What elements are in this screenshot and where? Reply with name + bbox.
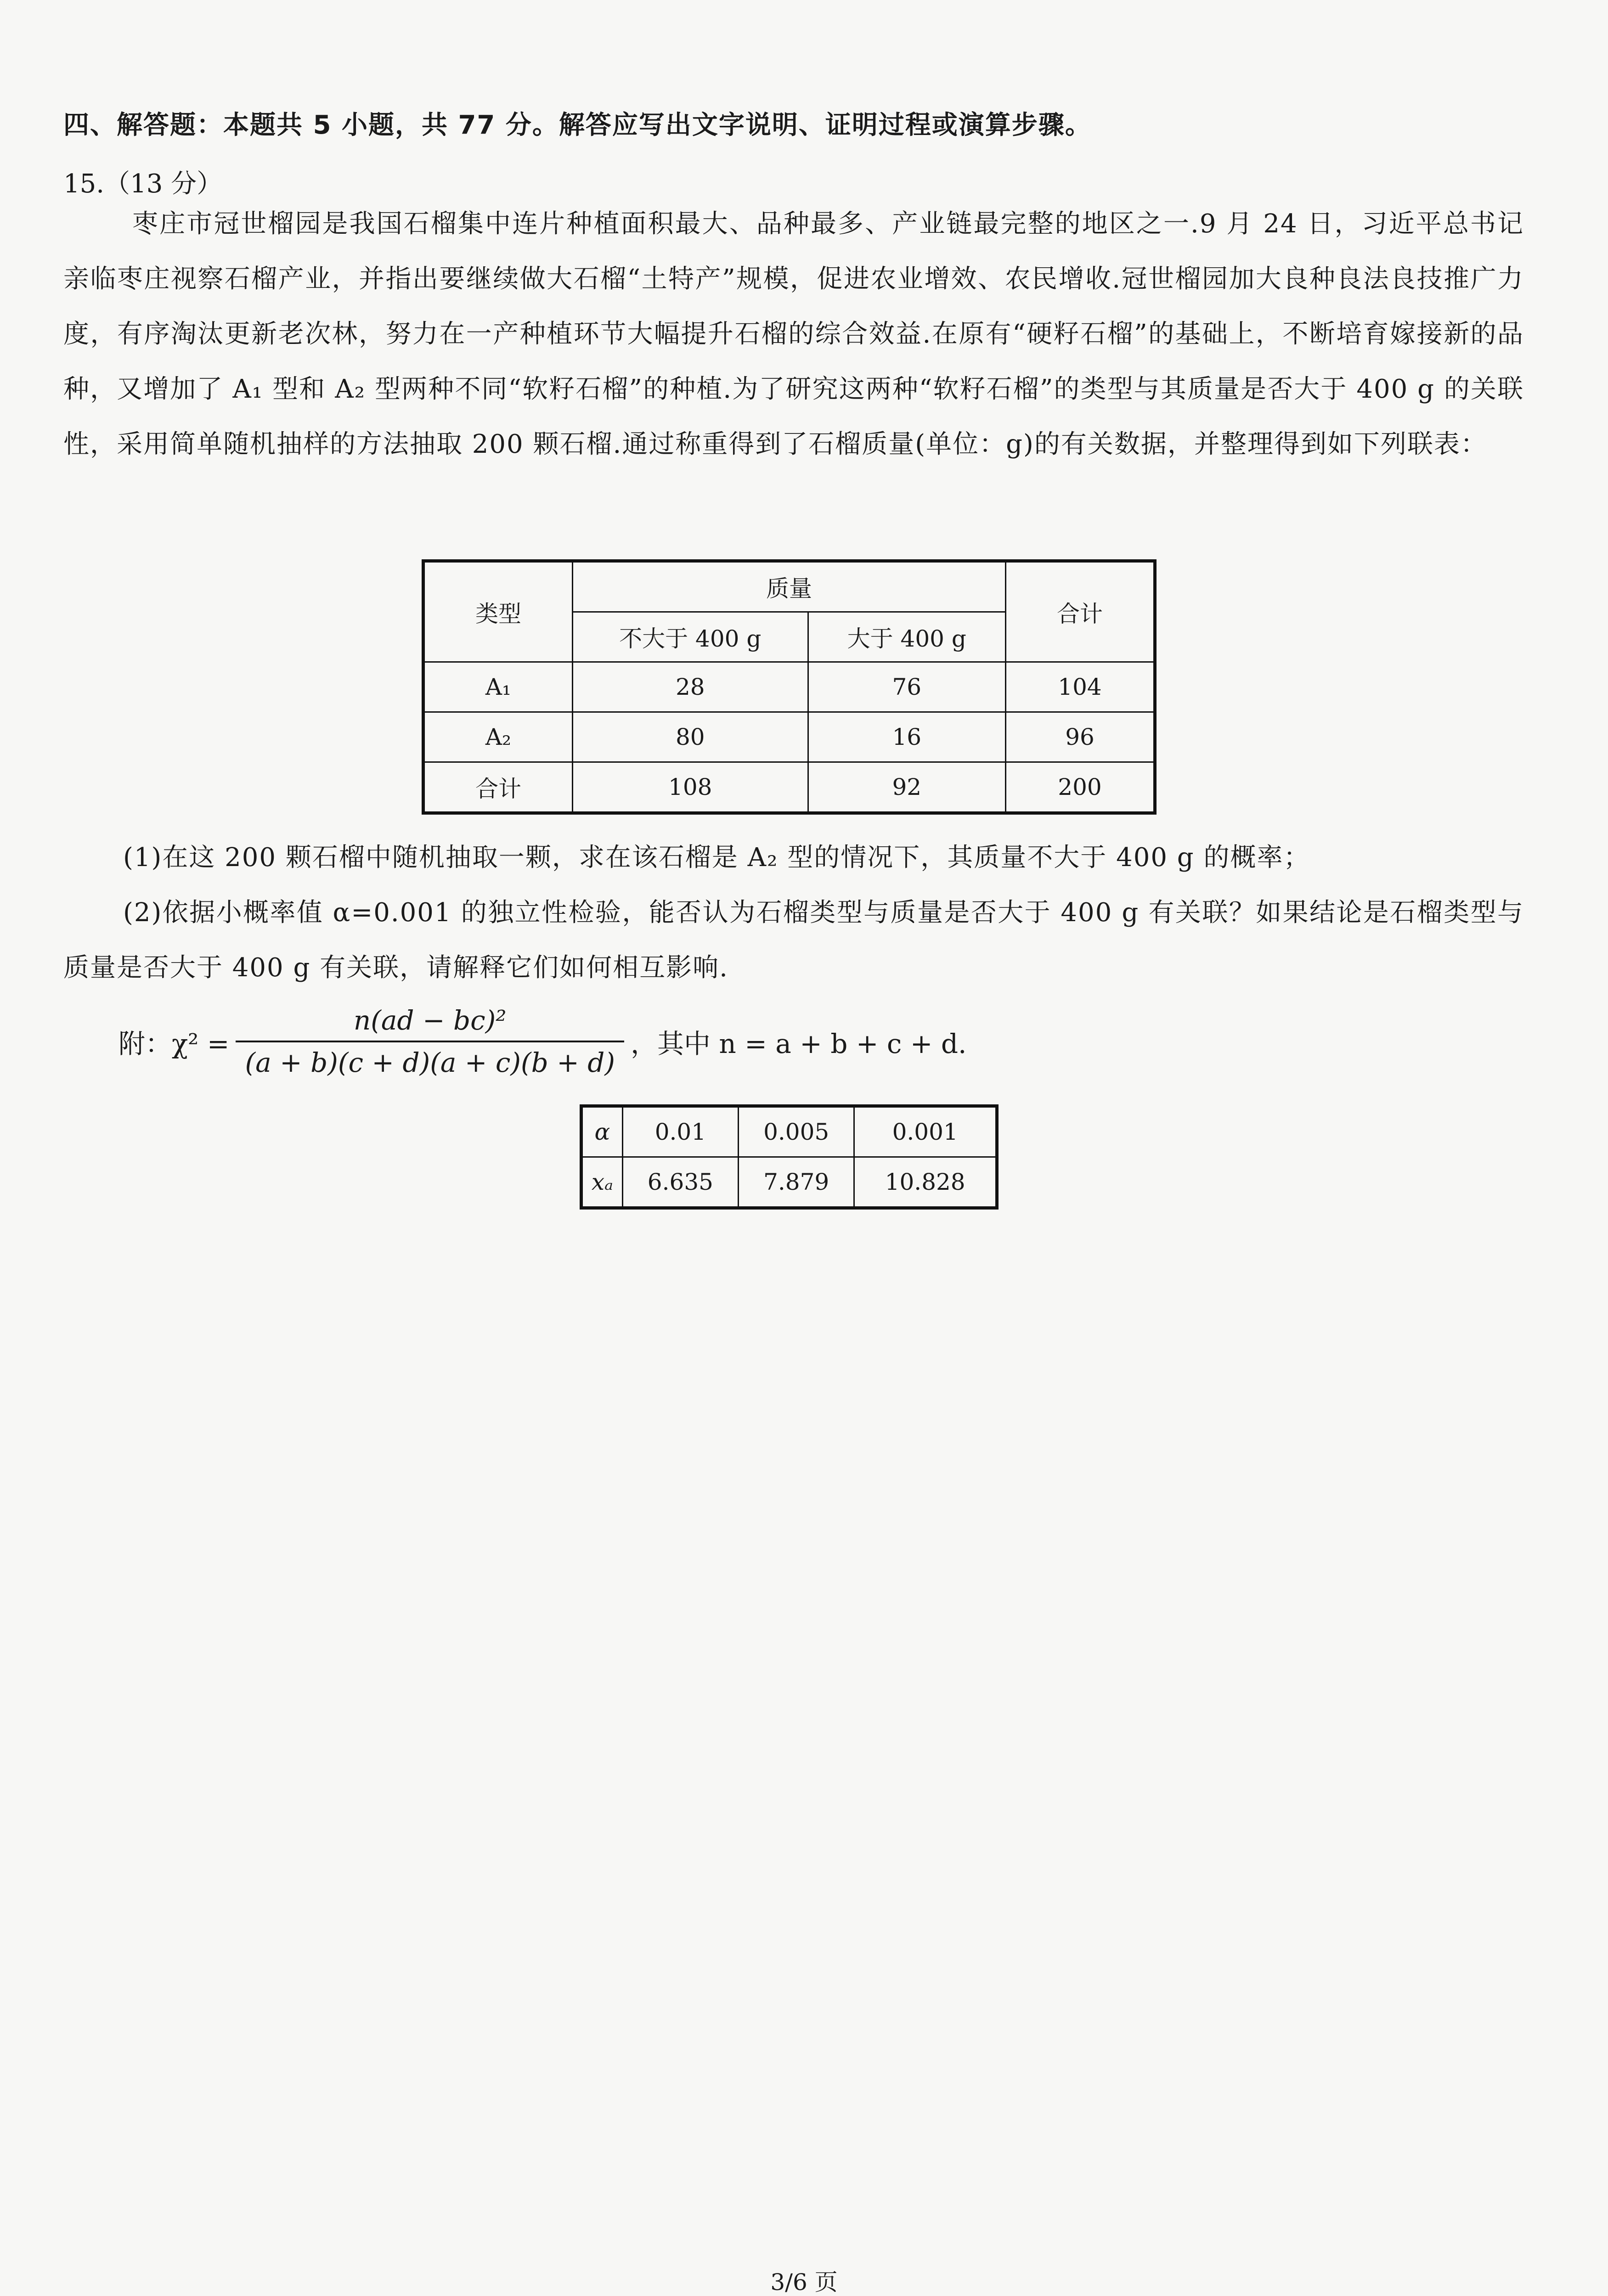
page-number: 3/6 页: [770, 2269, 838, 2296]
alpha-label: α: [581, 1106, 623, 1157]
question-number: 15.（13 分）: [63, 169, 223, 199]
x-alpha-value: 6.635: [622, 1157, 738, 1208]
sub-question-2: (2)依据小概率值 α=0.001 的独立性检验，能否认为石榴类型与质量是否大于 400 g 有关联？如果结论是石榴类型与质量是否大于 400 g 有关联，请解释它们如何相互影响.: [63, 898, 1524, 983]
alpha-value: 0.01: [622, 1106, 738, 1157]
question-intro: 枣庄市冠世榴园是我国石榴集中连片种植面积最大、品种最多、产业链最完整的地区之一.9 月 24 日，习近平总书记亲临枣庄视察石榴产业，并指出要继续做大石榴“土特产”规模，促进农业增效、农民增收.冠世榴园加大良种良法良技推广力度，有序淘汰更新老次林，努力在一产种植环节大幅提升石榴的综合效益.在原有“硬籽石榴”的基础上，不断培育嫁接新的品种，又增加了 A₁ 型和 A₂ 型两种不同“软籽石榴”的种植.为了研究这两种“软籽石榴”的类型与其质量是否大于 400 g 的关联性，采用简单随机抽样的方法抽取 200 颗石榴.通过称重得到了石榴质量(单位：g)的有关数据，并整理得到如下列联表：: [63, 209, 1524, 459]
header-total: 合计: [1006, 561, 1155, 662]
cell-le: 108: [573, 762, 808, 813]
x-alpha-value: 7.879: [739, 1157, 854, 1208]
formula-denominator: (a + b)(c + d)(a + c)(b + d): [245, 1047, 615, 1078]
cell-le: 80: [573, 712, 808, 762]
contingency-table: [422, 559, 1157, 815]
alpha-value: 0.005: [739, 1106, 854, 1157]
header-mass: 质量: [573, 561, 1006, 612]
cell-gt: 76: [808, 662, 1005, 712]
cell-gt: 92: [808, 762, 1005, 813]
formula-suffix: ，其中 n = a + b + c + d.: [630, 1028, 967, 1059]
table-row: [423, 712, 1155, 762]
table-row: [581, 1106, 997, 1157]
table-row: [581, 1157, 997, 1208]
sub-question-1: (1)在这 200 颗石榴中随机抽取一颗，求在该石榴是 A₂ 型的情况下，其质量不大于 400 g 的概率；: [123, 843, 1310, 872]
header-gt-400: 大于 400 g: [808, 612, 1005, 662]
alpha-value: 0.001: [854, 1106, 997, 1157]
cell-le: 28: [573, 662, 808, 712]
cell-gt: 16: [808, 712, 1005, 762]
table-row: [423, 662, 1155, 712]
formula-prefix: 附：χ² =: [118, 1028, 230, 1059]
formula-fraction: [236, 1005, 624, 1078]
row-label: A₁: [423, 662, 573, 712]
x-alpha-label: xₐ: [581, 1157, 623, 1208]
chi-square-formula: [118, 1005, 966, 1078]
header-type: 类型: [423, 561, 573, 662]
cell-total: 200: [1006, 762, 1155, 813]
formula-numerator: n(ad − bc)²: [353, 1005, 507, 1036]
section-title: 四、解答题：本题共 5 小题，共 77 分。解答应写出文字说明、证明过程或演算步骤。: [63, 110, 1092, 140]
x-alpha-value: 10.828: [854, 1157, 997, 1208]
row-label: 合计: [423, 762, 573, 813]
cell-total: 96: [1006, 712, 1155, 762]
critical-value-table: [580, 1104, 999, 1210]
table-row: [423, 762, 1155, 813]
header-le-400: 不大于 400 g: [573, 612, 808, 662]
cell-total: 104: [1006, 662, 1155, 712]
row-label: A₂: [423, 712, 573, 762]
